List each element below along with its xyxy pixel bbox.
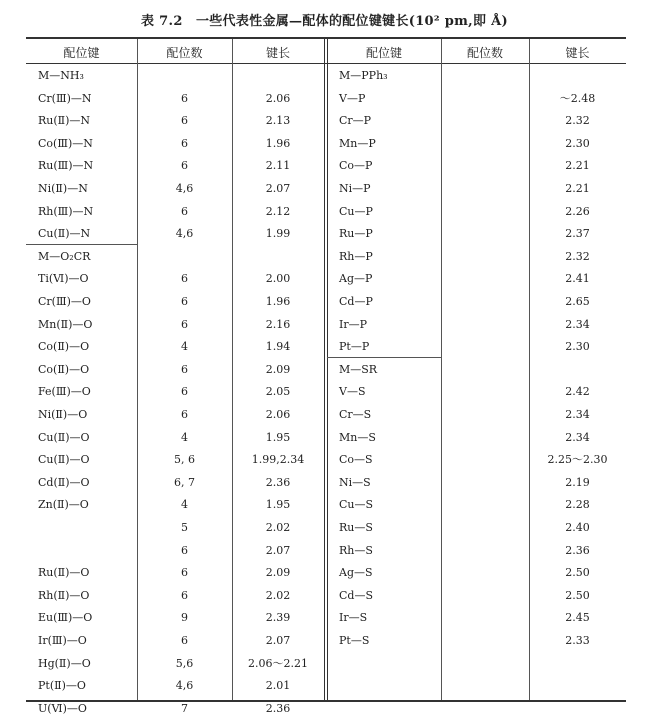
bond-length-cell: 1.99,2.34 (251, 453, 305, 467)
bond-cell: Cu(Ⅱ)—N (38, 227, 91, 241)
bond-length-cell: ～2.48 (559, 91, 596, 105)
coordination-number-cell: 6 (181, 385, 188, 399)
bond-length-cell: 2.36 (265, 701, 291, 715)
bond-length-cell (529, 64, 626, 87)
bond-length-cell: 2.39 (265, 611, 291, 625)
bond-length-cell: 2.28 (565, 498, 590, 512)
coordination-number-cell (441, 222, 529, 245)
coordination-number-cell (441, 200, 529, 223)
bond-cell: Mn—S (339, 430, 376, 444)
bond-length-cell: 2.65 (565, 295, 590, 308)
bond-cell: Ni—P (339, 182, 371, 195)
bond-length-cell: 2.34 (565, 317, 590, 331)
table-row (26, 267, 324, 290)
bond-length-cell (529, 358, 626, 381)
coordination-number-cell (441, 471, 529, 494)
table-row (26, 584, 324, 607)
table-row (26, 222, 324, 245)
bond-cell: M—O₂CR (38, 249, 91, 263)
bond-length-cell: 2.45 (565, 611, 590, 625)
coordination-number-cell: 6 (181, 204, 188, 218)
coordination-number-cell: 6 (181, 295, 188, 308)
table-row (26, 335, 324, 358)
coordination-number-cell: 6 (181, 634, 188, 647)
table-row (327, 516, 626, 539)
coordination-number-cell: 6 (181, 362, 188, 376)
bond-length-cell (232, 245, 324, 268)
bond-length-cell: 1.96 (265, 295, 291, 308)
table-row (327, 380, 626, 403)
coordination-number-cell (441, 290, 529, 313)
coordination-number-cell: 5,6 (175, 656, 194, 670)
bond-cell: Cd—P (339, 295, 373, 308)
bond-cell: Hg(Ⅱ)—O (38, 656, 91, 670)
bond-cell: Rh—P (339, 249, 373, 263)
table-row (26, 403, 324, 426)
coordination-number-cell (441, 403, 529, 426)
bond-length-cell: 2.21 (565, 159, 590, 173)
bond-length-cell: 2.32 (565, 114, 590, 128)
header-left-len: 键长 (265, 46, 290, 60)
bond-cell: Rh(Ⅲ)—N (38, 204, 94, 218)
bond-length-cell: 2.41 (565, 272, 590, 286)
bond-length-cell: 2.01 (265, 679, 291, 693)
bond-length-cell: 2.13 (265, 114, 291, 128)
coordination-number-cell: 4 (181, 340, 188, 354)
table-row (327, 471, 626, 494)
table-row (327, 200, 626, 223)
bond-cell: Co(Ⅱ)—O (38, 340, 90, 354)
table-row (26, 539, 324, 562)
bond-length-cell: 2.19 (565, 475, 590, 489)
section-header-row (327, 358, 626, 381)
table-row (26, 313, 324, 336)
coordination-number-cell (441, 448, 529, 471)
coordination-number-cell (441, 132, 529, 155)
table-row (26, 200, 324, 223)
section-header-row (26, 245, 324, 268)
coordination-number-cell: 6 (181, 114, 188, 128)
bond-length-cell: 2.00 (265, 272, 291, 286)
table-row (26, 177, 324, 200)
coordination-number-cell: 6 (181, 272, 188, 286)
bond-length-cell: 2.16 (265, 317, 291, 331)
table-row (26, 629, 324, 652)
bond-length-cell: 2.09 (265, 566, 291, 580)
bond-cell: Fe(Ⅲ)—O (38, 385, 91, 399)
bond-length-cell: 2.40 (565, 521, 590, 534)
table-row (327, 584, 626, 607)
bond-cell: Pt(Ⅱ)—O (38, 679, 86, 693)
bond-cell: Cu—P (339, 204, 373, 218)
table-row (327, 109, 626, 132)
bond-length-cell: 2.32 (565, 249, 590, 263)
coordination-number-cell (441, 606, 529, 629)
bond-cell: Cu(Ⅱ)—O (38, 430, 90, 444)
bond-length-cell: 2.42 (565, 385, 590, 399)
coordination-number-cell (441, 109, 529, 132)
bond-length-cell: 2.25～2.30 (547, 453, 608, 467)
bond-length-cell: 2.50 (565, 566, 590, 580)
bond-cell: Ti(Ⅵ)—O (38, 272, 89, 286)
coordination-number-cell: 4,6 (175, 679, 194, 693)
table-row (26, 697, 324, 720)
bond-length-cell: 2.30 (565, 136, 590, 150)
table-row (26, 561, 324, 584)
coordination-number-cell: 6 (181, 588, 188, 602)
bond-length-cell: 1.94 (265, 340, 291, 354)
coordination-number-cell (441, 539, 529, 562)
bond-length-cell: 1.95 (265, 430, 291, 444)
bond-cell: Ni(Ⅱ)—N (38, 182, 88, 195)
bond-length-cell: 2.21 (565, 182, 590, 195)
coordination-number-cell (441, 245, 529, 268)
bond-length-cell: 2.50 (565, 588, 590, 602)
header-left-cn: 配位数 (166, 46, 203, 60)
bond-length-cell: 2.05 (265, 385, 291, 399)
table-row (327, 290, 626, 313)
bond-cell: M—NH₃ (38, 69, 84, 82)
bond-length-cell: 2.07 (265, 634, 291, 647)
coordination-number-cell: 5, 6 (174, 453, 195, 467)
bond-cell: Ni(Ⅱ)—O (38, 408, 88, 421)
bond-cell: Ag—S (339, 566, 373, 580)
bond-length-cell: 2.09 (265, 362, 291, 376)
coordination-number-cell: 4 (181, 430, 188, 444)
bond-cell (32, 516, 143, 539)
coordination-number-cell: 6 (181, 566, 188, 580)
coordination-number-cell (441, 516, 529, 539)
bond-cell: Ru(Ⅲ)—N (38, 159, 94, 173)
bond-length-cell: 2.34 (565, 408, 590, 421)
table-row (327, 313, 626, 336)
coordination-number-cell (137, 64, 232, 87)
bond-cell: Cr(Ⅲ)—O (38, 295, 91, 308)
coordination-number-cell: 6 (181, 91, 188, 105)
coordination-number-cell (441, 493, 529, 516)
table-center-divider (324, 39, 325, 700)
bond-cell: U(Ⅵ)—O (38, 701, 87, 715)
table-row (327, 245, 626, 268)
coordination-number-cell: 6 (181, 136, 188, 150)
table-row (327, 335, 626, 358)
coordination-number-cell: 9 (181, 611, 188, 625)
bond-length-cell: 2.11 (265, 159, 291, 173)
bond-length-cell: 2.02 (265, 521, 291, 534)
coordination-number-cell (441, 87, 529, 110)
bond-cell: M—PPh₃ (339, 69, 388, 82)
bond-cell: Ir—S (339, 611, 368, 625)
bond-length-cell: 2.36 (265, 475, 291, 489)
bond-length-cell (232, 64, 324, 87)
coordination-number-cell (441, 561, 529, 584)
bond-cell: Ru—S (339, 521, 373, 534)
bond-cell: Cu(Ⅱ)—O (38, 453, 90, 467)
bond-cell: Ni—S (339, 475, 371, 489)
table-row (26, 426, 324, 449)
coordination-number-cell: 6 (181, 159, 188, 173)
bond-cell: Mn—P (339, 136, 376, 150)
table-row (26, 493, 324, 516)
bond-length-cell: 2.33 (565, 634, 590, 647)
bond-cell: Zn(Ⅱ)—O (38, 498, 89, 512)
bond-cell: Cr—S (339, 408, 372, 421)
coordination-number-cell (441, 629, 529, 652)
table-row (327, 629, 626, 652)
table-row (26, 674, 324, 697)
bond-cell: Ru—P (339, 227, 373, 241)
bond-cell (32, 539, 143, 562)
coordination-number-cell (137, 245, 232, 268)
bond-cell: Pt—P (339, 340, 370, 354)
header-right-cn: 配位数 (466, 46, 503, 60)
table-row (26, 448, 324, 471)
section-header-row (327, 64, 626, 87)
bond-cell: Cd(Ⅱ)—O (38, 475, 90, 489)
table-row (327, 539, 626, 562)
table-row (327, 177, 626, 200)
table-title: 表 7.2 一些代表性金属—配体的配位键键长(10² pm,即 Å) (141, 14, 508, 29)
table-row (26, 471, 324, 494)
table-row (26, 87, 324, 110)
bond-cell: Cr(Ⅲ)—N (38, 91, 92, 105)
bond-length-cell: 2.06～2.21 (248, 656, 308, 670)
bond-cell: Rh—S (339, 543, 373, 557)
coordination-number-cell: 6 (181, 408, 188, 421)
bond-cell: Pt—S (339, 634, 370, 647)
coordination-number-cell (441, 584, 529, 607)
table-row (327, 426, 626, 449)
section-header-row (26, 64, 324, 87)
bond-cell: V—S (339, 385, 366, 399)
bond-cell: Eu(Ⅲ)—O (38, 611, 93, 625)
table-row (327, 87, 626, 110)
coordination-number-cell (441, 335, 529, 358)
coordination-number-cell: 6 (181, 317, 188, 331)
table-row (327, 222, 626, 245)
bond-cell: Co—P (339, 159, 373, 173)
table-row (26, 652, 324, 675)
coordination-number-cell: 5 (181, 521, 188, 534)
coordination-number-cell: 7 (181, 701, 188, 715)
coordination-number-cell (441, 313, 529, 336)
header-right-len: 键长 (565, 46, 590, 60)
header-left-bond: 配位键 (63, 46, 100, 60)
bond-cell: Cd—S (339, 588, 373, 602)
bond-cell: Ru(Ⅱ)—N (38, 114, 91, 128)
bond-length-cell: 2.12 (265, 204, 291, 218)
top-rule (26, 37, 626, 39)
bond-length-cell: 2.02 (265, 588, 291, 602)
coordination-number-cell (441, 267, 529, 290)
bond-cell: Cr—P (339, 114, 372, 128)
bond-length-cell: 2.36 (565, 543, 590, 557)
table-row (26, 380, 324, 403)
coordination-number-cell: 4 (181, 498, 188, 512)
bond-cell: Cu—S (339, 498, 374, 512)
table-row (327, 561, 626, 584)
coordination-number-cell (441, 177, 529, 200)
bond-cell: Ag—P (339, 272, 373, 286)
table-row (26, 290, 324, 313)
coordination-number-cell: 6, 7 (174, 475, 195, 489)
coordination-number-cell: 6 (181, 543, 188, 557)
bond-cell: Ir(Ⅲ)—O (38, 634, 87, 647)
table-row (327, 154, 626, 177)
bond-cell: Ir—P (339, 317, 368, 331)
coordination-number-cell (441, 426, 529, 449)
table-row (327, 606, 626, 629)
bond-length-cell: 2.07 (265, 543, 291, 557)
bond-cell: Co(Ⅱ)—O (38, 362, 90, 376)
table-row (327, 493, 626, 516)
bond-cell: Co(Ⅲ)—N (38, 136, 93, 150)
table-row (26, 132, 324, 155)
table-row (26, 154, 324, 177)
coordination-number-cell (441, 154, 529, 177)
bond-cell: Rh(Ⅱ)—O (38, 588, 90, 602)
bond-length-cell: 2.34 (565, 430, 590, 444)
table-row (327, 403, 626, 426)
bond-cell: Mn(Ⅱ)—O (38, 317, 93, 331)
bond-length-cell: 2.06 (265, 408, 291, 421)
bond-length-cell: 1.96 (265, 136, 291, 150)
table-row (26, 109, 324, 132)
table-row (26, 358, 324, 381)
coordination-number-cell: 4,6 (175, 227, 194, 241)
bond-length-cell: 2.30 (565, 340, 590, 354)
bond-length-cell: 1.95 (265, 498, 291, 512)
coordination-number-cell: 4,6 (175, 182, 194, 195)
coordination-number-cell (441, 64, 529, 87)
bond-length-cell: 2.37 (565, 227, 590, 241)
bond-length-cell: 1.99 (265, 227, 291, 241)
bond-cell: Ru(Ⅱ)—O (38, 566, 90, 580)
bond-cell: V—P (339, 91, 366, 105)
table-row (327, 132, 626, 155)
table-row (327, 267, 626, 290)
coordination-number-cell (441, 380, 529, 403)
table-row (26, 516, 324, 539)
bond-length-cell: 2.06 (265, 91, 291, 105)
table-row (327, 448, 626, 471)
bond-length-cell: 2.07 (265, 182, 291, 195)
bond-cell: M—SR (339, 362, 378, 376)
header-right-bond: 配位键 (365, 46, 402, 60)
coordination-number-cell (441, 358, 529, 381)
table-row (26, 606, 324, 629)
bond-cell: Co—S (339, 453, 373, 467)
bond-length-cell: 2.26 (565, 204, 590, 218)
